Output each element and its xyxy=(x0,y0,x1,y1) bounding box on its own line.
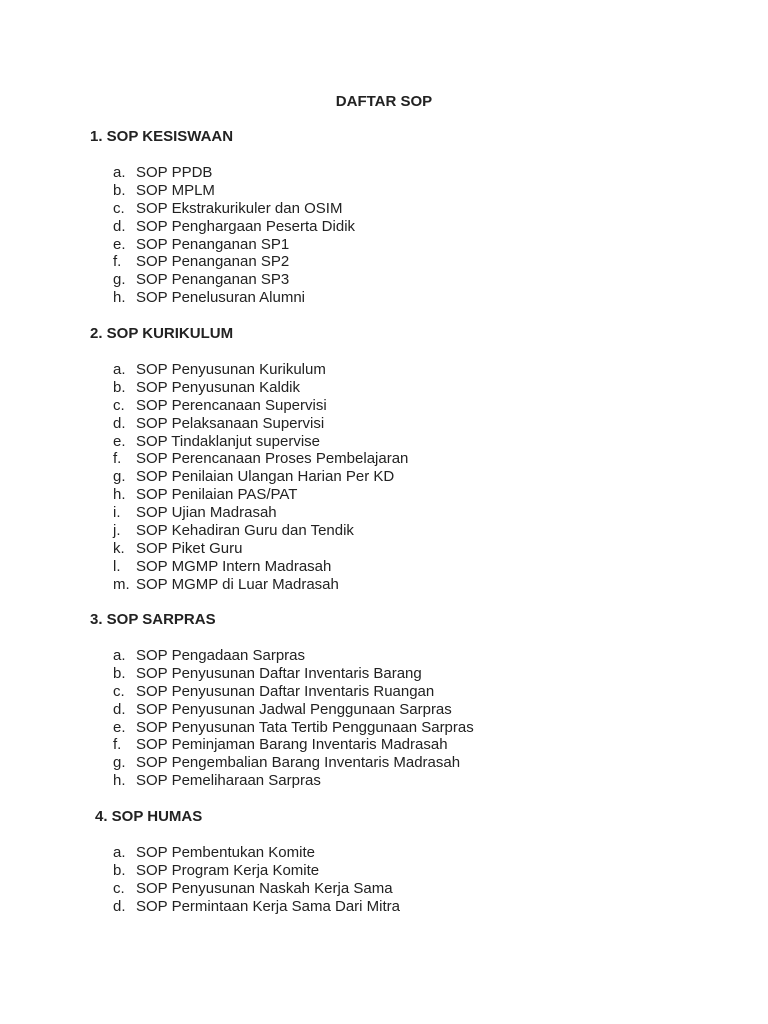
list-item-label: SOP Penyusunan Tata Tertib Penggunaan Sarpras xyxy=(136,718,474,736)
list-marker: g. xyxy=(113,754,126,772)
list-marker: j. xyxy=(113,522,121,540)
section-item-list xyxy=(0,844,768,916)
list-item xyxy=(0,522,768,540)
list-marker: f. xyxy=(113,253,122,271)
list-marker: c. xyxy=(113,879,125,897)
document-title: DAFTAR SOP xyxy=(335,93,433,110)
list-item xyxy=(0,647,768,665)
list-item xyxy=(0,182,768,200)
list-item-label: SOP Penghargaan Peserta Didik xyxy=(136,217,356,235)
list-item xyxy=(0,719,768,737)
list-item xyxy=(0,880,768,898)
list-item-label: SOP Pembentukan Komite xyxy=(136,844,315,861)
list-item xyxy=(0,468,768,486)
list-marker: c. xyxy=(113,199,125,217)
list-item xyxy=(0,558,768,576)
list-item xyxy=(0,504,768,522)
list-marker: c. xyxy=(113,682,125,700)
section-item-list xyxy=(0,164,768,307)
list-item xyxy=(0,289,768,307)
section-heading: 1. SOP KESISWAAN xyxy=(90,128,234,145)
list-marker: d. xyxy=(113,217,126,235)
list-item xyxy=(0,271,768,289)
list-item xyxy=(0,164,768,182)
list-item xyxy=(0,379,768,397)
list-item-label: SOP Piket Guru xyxy=(136,539,243,557)
list-marker: a. xyxy=(113,647,126,664)
list-item-label: SOP Permintaan Kerja Sama Dari Mitra xyxy=(136,897,400,915)
list-item-label: SOP Penanganan SP1 xyxy=(136,235,290,253)
list-item xyxy=(0,236,768,254)
list-item-label: SOP Tindaklanjut supervise xyxy=(136,432,320,450)
section-item-list xyxy=(0,361,768,594)
list-marker: b. xyxy=(113,181,126,199)
section-item-list xyxy=(0,647,768,790)
list-item-label: SOP Penilaian Ulangan Harian Per KD xyxy=(136,468,395,486)
section-heading: 3. SOP SARPRAS xyxy=(90,611,216,628)
list-marker: a. xyxy=(113,844,126,861)
list-item xyxy=(0,218,768,236)
list-item-label: SOP Penyusunan Naskah Kerja Sama xyxy=(136,879,393,897)
list-item-label: SOP MPLM xyxy=(136,181,215,199)
list-marker: d. xyxy=(113,414,126,432)
list-marker: h. xyxy=(113,486,126,504)
section-heading: 2. SOP KURIKULUM xyxy=(90,325,234,342)
list-item xyxy=(0,397,768,415)
list-marker: h. xyxy=(113,772,126,790)
list-item xyxy=(0,200,768,218)
list-marker: e. xyxy=(113,432,126,450)
list-item-label: SOP Ujian Madrasah xyxy=(136,504,277,522)
list-item xyxy=(0,772,768,790)
list-item-label: SOP Pengembalian Barang Inventaris Madrasah xyxy=(136,754,461,772)
list-item-label: SOP MGMP di Luar Madrasah xyxy=(136,575,339,593)
list-item-label: SOP Program Kerja Komite xyxy=(136,861,320,879)
section-heading: 4. SOP HUMAS xyxy=(95,808,203,825)
list-marker: f. xyxy=(113,736,122,754)
list-item-label: SOP Ekstrakurikuler dan OSIM xyxy=(136,199,343,217)
list-item xyxy=(0,361,768,379)
list-marker: d. xyxy=(113,700,126,718)
list-marker: g. xyxy=(113,468,126,486)
list-marker: b. xyxy=(113,861,126,879)
list-item xyxy=(0,665,768,683)
list-item-label: SOP Pengadaan Sarpras xyxy=(136,647,306,664)
list-item-label: SOP Penyusunan Jadwal Penggunaan Sarpras xyxy=(136,700,452,718)
list-marker: k. xyxy=(113,539,125,557)
list-item xyxy=(0,683,768,701)
list-item xyxy=(0,844,768,862)
list-item-label: SOP Penilaian PAS/PAT xyxy=(136,486,298,504)
list-item-label: SOP Perencanaan Proses Pembelajaran xyxy=(136,450,409,468)
list-item-label: SOP Penelusuran Alumni xyxy=(136,289,305,307)
list-item-label: SOP Penyusunan Kaldik xyxy=(136,378,300,396)
list-item xyxy=(0,736,768,754)
list-item-label: SOP MGMP Intern Madrasah xyxy=(136,557,332,575)
list-item-label: SOP Pelaksanaan Supervisi xyxy=(136,414,325,432)
list-item xyxy=(0,253,768,271)
list-marker: m. xyxy=(113,575,130,593)
list-marker: g. xyxy=(113,271,126,289)
list-item-label: SOP Penanganan SP2 xyxy=(136,253,290,271)
list-marker: b. xyxy=(113,378,126,396)
list-item-label: SOP Penyusunan Daftar Inventaris Ruangan xyxy=(136,682,435,700)
list-item-label: SOP PPDB xyxy=(136,164,213,181)
list-item xyxy=(0,576,768,594)
list-marker: l. xyxy=(113,557,121,575)
list-item xyxy=(0,754,768,772)
list-marker: f. xyxy=(113,450,122,468)
list-item-label: SOP Peminjaman Barang Inventaris Madrasah xyxy=(136,736,448,754)
list-item-label: SOP Penyusunan Kurikulum xyxy=(136,361,326,378)
list-item xyxy=(0,701,768,719)
list-marker: b. xyxy=(113,664,126,682)
list-item xyxy=(0,415,768,433)
list-item-label: SOP Perencanaan Supervisi xyxy=(136,396,327,414)
list-item xyxy=(0,862,768,880)
list-item xyxy=(0,486,768,504)
list-marker: a. xyxy=(113,164,126,181)
list-marker: e. xyxy=(113,235,126,253)
list-item-label: SOP Kehadiran Guru dan Tendik xyxy=(136,522,354,540)
list-marker: c. xyxy=(113,396,125,414)
list-item-label: SOP Penyusunan Daftar Inventaris Barang xyxy=(136,664,422,682)
list-item xyxy=(0,450,768,468)
list-marker: e. xyxy=(113,718,126,736)
list-item xyxy=(0,898,768,916)
list-item xyxy=(0,540,768,558)
list-marker: h. xyxy=(113,289,126,307)
list-item xyxy=(0,433,768,451)
list-marker: d. xyxy=(113,897,126,915)
list-item-label: SOP Pemeliharaan Sarpras xyxy=(136,772,321,790)
list-marker: i. xyxy=(113,504,121,522)
list-marker: a. xyxy=(113,361,126,378)
list-item-label: SOP Penanganan SP3 xyxy=(136,271,290,289)
